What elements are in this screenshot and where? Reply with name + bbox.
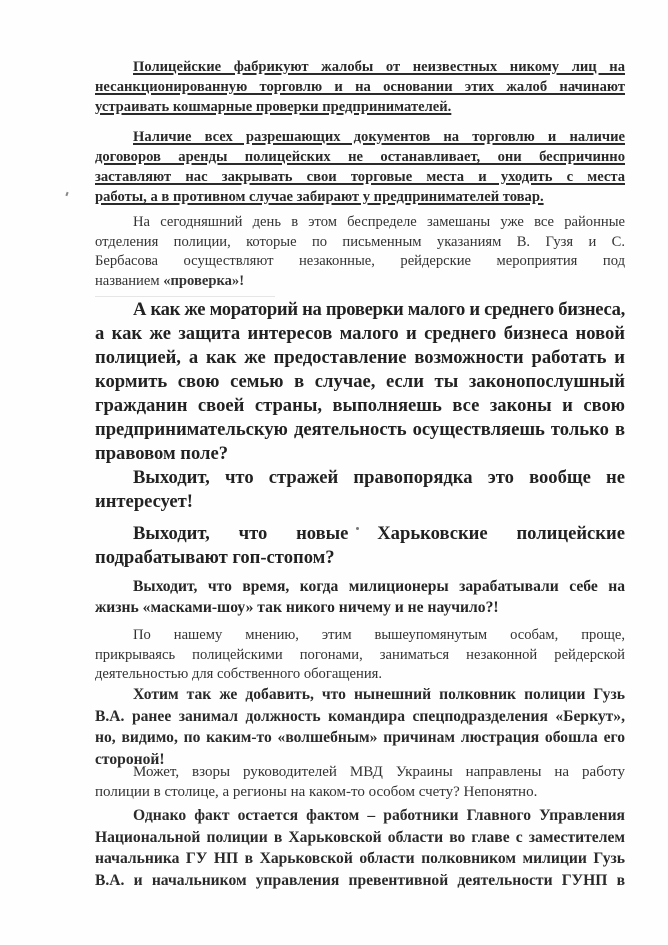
paragraph-ministry-views <box>95 762 625 802</box>
text-prefix: названием <box>95 272 164 289</box>
text-line: прикрываясь полицейскими погонами, заниматься незаконной рейдерской <box>95 646 625 663</box>
text-line: В.А. и начальником управления превентивной деятельности ГУНП в <box>95 871 625 889</box>
scan-mark <box>65 192 68 196</box>
text-line: подрабатывают гоп-стопом? <box>95 547 335 568</box>
text-line <box>95 272 625 292</box>
text-line: предпринимательскую деятельность осуществляешь только в <box>95 419 625 440</box>
text-line: Наличие всех разрешающих документов на торговлю и наличие <box>133 129 625 145</box>
text-line: Бербасова осуществляют незаконные, рейдерские мероприятия под <box>95 253 625 269</box>
text-line: По нашему мнению, этим вышеупомянутым особам, проще, <box>133 627 625 643</box>
text-line: жизнь «масками-шоу» так никого ничему и не научило?! <box>95 599 499 616</box>
text-line: Национальной полиции в Харьковской области во главе с заместителем <box>95 828 625 846</box>
text-line: Полицейские фабрикуют жалобы от неизвестных никому лиц на <box>133 59 625 75</box>
text-line: стороной! <box>95 750 165 768</box>
text-line: А как же мораторий на проверки малого и среднего бизнеса, <box>133 299 625 320</box>
text-line: полицией, а как же предоставление возможности работать и <box>95 347 625 368</box>
text-line: Выходит, что стражей правопорядка это вообще не <box>133 467 625 488</box>
text-line: но, видимо, по каким-то «волшебным» причинам люстрация обошла его <box>95 729 625 746</box>
text-line: начальника ГУ НП в Харьковской области полковником милиции Гузь <box>95 850 625 867</box>
text-line: Хотим так же добавить, что нынешний полковник полиции Гузь <box>133 686 625 703</box>
text-line: На сегодняшний день в этом беспределе замешаны уже все районные <box>133 214 625 230</box>
paragraph-colonel-guz <box>95 684 625 770</box>
text-line: В.А. ранее занимал должность командира спецподразделения «Беркут», <box>95 707 625 725</box>
text-line: Выходит, что время, когда милиционеры зарабатывали себе на <box>133 578 625 595</box>
text-line: Выходит, что новые Харьковские полицейские <box>133 523 625 544</box>
text-line: полиции в столице, а регионы на каком-то особом счету? Непонятно. <box>95 784 538 800</box>
paragraph-district-departments <box>95 213 625 291</box>
paragraph-gop-stop <box>95 522 625 570</box>
text-line: заставляют нас закрывать свои торговые места и уходить с места <box>95 169 625 185</box>
paragraph-guardians-not-interested <box>95 466 625 514</box>
text-line: работы, а в противном случае забирают у предпринимателей товар. <box>95 189 544 205</box>
scan-artifact <box>95 296 275 297</box>
text-line: правовом поле? <box>95 443 229 464</box>
paragraph-police-fabricate-complaints <box>95 57 625 117</box>
paragraph-moratorium-question <box>95 298 625 466</box>
emphasis-check: «проверка»! <box>163 272 245 289</box>
paragraph-fact-remains <box>95 805 625 891</box>
text-line: деятельностью для собственного обогащения. <box>95 666 383 682</box>
text-line: несанкционированную торговлю и на основании этих жалоб начинают <box>95 79 625 95</box>
paragraph-documents-not-stopping <box>95 127 625 207</box>
text-line: кормить свою семью в случае, если ты законопослушный <box>95 371 625 392</box>
text-line: Однако факт остается фактом – работники Главного Управления <box>133 807 625 824</box>
text-line: Может, взоры руководителей МВД Украины направлены на работу <box>133 764 625 780</box>
paragraph-our-opinion <box>95 626 625 685</box>
text-line: интересует! <box>95 491 193 512</box>
text-line: устраивать кошмарные проверки предпринимателей. <box>95 99 452 115</box>
text-line: отделения полиции, которые по письменным указаниям В. Гузя и С. <box>95 233 625 250</box>
paragraph-masks-show <box>95 576 625 618</box>
text-line: договоров аренды полицейских не останавливает, они беспричинно <box>95 149 625 165</box>
text-line: а как же защита интересов малого и среднего бизнеса новой <box>95 323 625 344</box>
text-line: гражданин своей страны, выполняешь все законы и свою <box>95 395 625 416</box>
